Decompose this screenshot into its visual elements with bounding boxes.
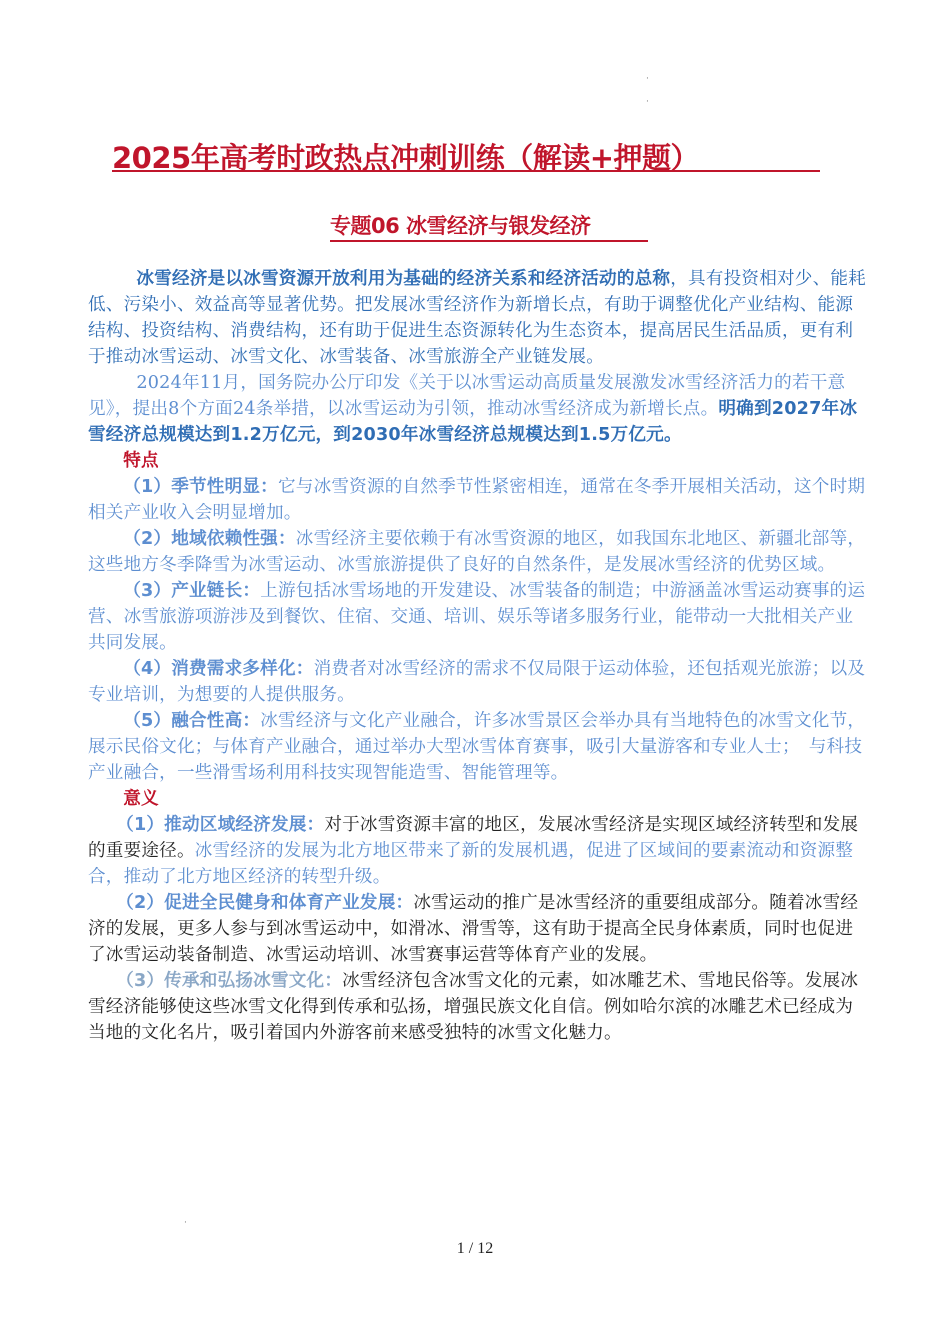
feature-text: 冰雪经济主要依赖于有冰雪资源的地区，如我国东北地区、新疆北部等，这些地方冬季降雪为冰雪运动、冰雪旅游提供了良好的自然条件，是发展冰雪经济的优势区域。	[88, 529, 866, 575]
significance-text: 冰雪运动的推广是冰雪经济的重要组成部分。随着冰雪经济的发展，更多人参与到冰雪运动中，如滑冰、滑雪等，这有助于提高全民身体素质，同时也促进了冰雪运动装备制造、冰雪运动培训、冰雪赛事运营等体育产业的发展。	[88, 893, 859, 965]
significance-label: （1）推动区域经济发展：	[116, 815, 325, 835]
document-body	[88, 266, 866, 1046]
feature-label: （2）地域依赖性强：	[123, 529, 296, 549]
intro-paragraph-1	[88, 266, 866, 370]
section-subtitle: 专题06 冰雪经济与银发经济	[330, 214, 591, 238]
feature-text: 上游包括冰雪场地的开发建设、冰雪装备的制造；中游涵盖冰雪运动赛事的运营、冰雪旅游项游涉及到餐饮、住宿、交通、培训、娱乐等诸多服务行业，能带动一大批相关产业共同发展。	[88, 581, 866, 653]
page-number: 1 / 12	[456, 1240, 494, 1257]
intro-definition: 冰雪经济是以冰雪资源开放利用为基础的经济关系和经济活动的总称	[136, 269, 671, 289]
feature-text: 消费者对冰雪经济的需求不仅局限于运动体验，还包括观光旅游；以及专业培训，为想要的人提供服务。	[88, 659, 866, 705]
feature-item	[88, 474, 866, 526]
significance-text: 冰雪经济包含冰雪文化的元素，如冰雕艺术、雪地民俗等。发展冰雪经济能够使这些冰雪文化得到传承和弘扬，增强民族文化自信。例如哈尔滨的冰雕艺术已经成为当地的文化名片，吸引着国内外游客前来感受独特的冰雪文化魅力。	[88, 971, 859, 1043]
paragraph-mark: ·	[646, 97, 649, 107]
feature-label: （1）季节性明显：	[123, 477, 278, 497]
intro-paragraph-2	[88, 370, 866, 448]
significance-text: 对于冰雪资源丰富的地区，发展冰雪经济是实现区域经济转型和发展的重要途径。	[88, 815, 859, 861]
paragraph-mark: ·	[646, 74, 649, 84]
significance-text-highlight: 冰雪经济的发展为北方地区带来了新的发展机遇，促进了区域间的要素流动和资源整合，推动了北方地区经济的转型升级。	[88, 841, 854, 887]
feature-text: 它与冰雪资源的自然季节性紧密相连，通常在冬季开展相关活动，这个时期相关产业收入会明显增加。	[88, 477, 866, 523]
significance-item	[88, 968, 866, 1046]
feature-item	[88, 526, 866, 578]
feature-item	[88, 656, 866, 708]
title-underline	[112, 170, 820, 172]
feature-label: （5）融合性高：	[123, 711, 261, 731]
document-title: 2025年高考时政热点冲刺训练（解读+押题）	[112, 141, 700, 175]
significance-item	[88, 812, 866, 890]
significance-item	[88, 890, 866, 968]
subtitle-underline	[330, 240, 648, 242]
feature-item	[88, 578, 866, 656]
feature-label: （3）产业链长：	[123, 581, 261, 601]
feature-item	[88, 708, 866, 786]
paragraph-mark: ·	[184, 1218, 187, 1228]
significance-label: （3）传承和弘扬冰雪文化：	[116, 971, 343, 991]
policy-text: 2024年11月，国务院办公厅印发《关于以冰雪运动高质量发展激发冰雪经济活力的若干意见》，提出8个方面24条举措，以冰雪运动为引领，推动冰雪经济成为新增长点。	[88, 373, 846, 419]
significance-label: （2）促进全民健身和体育产业发展：	[116, 893, 414, 913]
intro-text: ，具有投资相对少、能耗低、污染小、效益高等显著优势。把发展冰雪经济作为新增长点，有助于调整优化产业结构、能源结构、投资结构、消费结构，还有助于促进生态资源转化为生态资本，提高居民生活品质，更有利于推动冰雪运动、冰雪文化、冰雪装备、冰雪旅游全产业链发展。	[88, 269, 866, 367]
features-heading: 特点	[123, 451, 159, 471]
significance-heading: 意义	[123, 789, 159, 809]
feature-text: 冰雪经济与文化产业融合，许多冰雪景区会举办具有当地特色的冰雪文化节，展示民俗文化；与体育产业融合，通过举办大型冰雪体育赛事，吸引大量游客和专业人士； 与科技产业融合，一些滑雪场利用科技实现智能造雪、智能管理等。	[88, 711, 866, 783]
policy-target: 明确到2027年冰雪经济总规模达到1.2万亿元，到2030年冰雪经济总规模达到1.5万亿元。	[88, 399, 858, 445]
feature-label: （4）消费需求多样化：	[123, 659, 314, 679]
